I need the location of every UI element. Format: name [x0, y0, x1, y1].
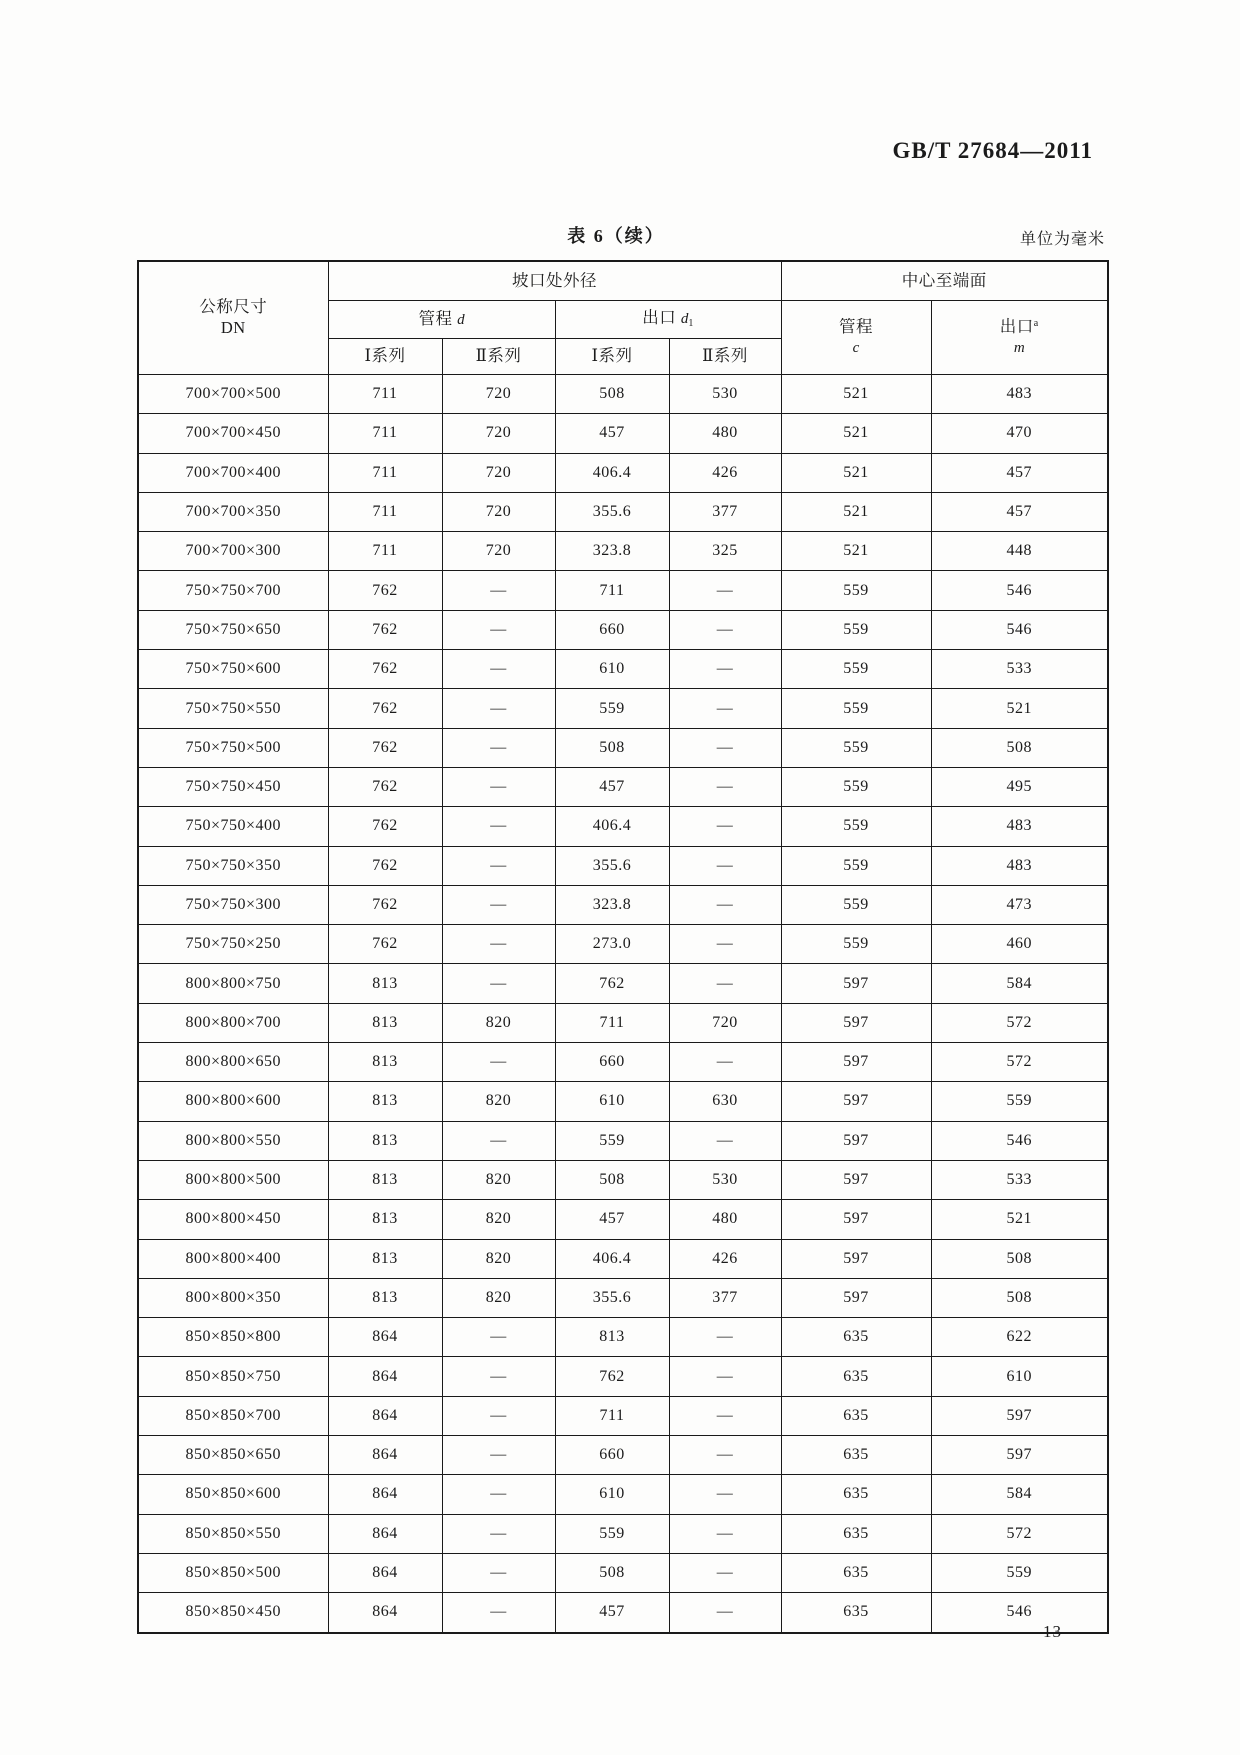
outlet-series1-cell: 355.6: [555, 492, 669, 531]
center-outlet-cell: 473: [931, 885, 1108, 924]
center-outlet-cell: 546: [931, 1593, 1108, 1633]
outlet-series2-cell: —: [669, 925, 781, 964]
center-outlet-cell: 559: [931, 1553, 1108, 1592]
outlet-series1-cell: 813: [555, 1318, 669, 1357]
table-body: [138, 375, 1108, 1633]
pipe-series2-cell: 720: [442, 453, 555, 492]
table-row: [138, 492, 1108, 531]
center-outlet-cell: 483: [931, 375, 1108, 414]
pipe-series1-cell: 762: [328, 767, 442, 806]
center-pipe-cell: 559: [781, 571, 931, 610]
pipe-series1-cell: 711: [328, 492, 442, 531]
pipe-series1-cell: 813: [328, 964, 442, 1003]
dn-cell: 800×800×600: [138, 1082, 328, 1121]
outlet-series1-cell: 323.8: [555, 885, 669, 924]
header-pipe-run-d: 管程 d: [328, 301, 555, 339]
pipe-series1-cell: 864: [328, 1396, 442, 1435]
table-row: [138, 453, 1108, 492]
dn-cell: 750×750×600: [138, 650, 328, 689]
table-row: [138, 1396, 1108, 1435]
center-pipe-cell: 559: [781, 728, 931, 767]
pipe-series2-cell: 820: [442, 1160, 555, 1199]
outlet-series1-cell: 457: [555, 767, 669, 806]
dn-cell: 850×850×600: [138, 1475, 328, 1514]
outlet-series2-cell: —: [669, 807, 781, 846]
unit-note: 单位为毫米: [1019, 231, 1105, 248]
table-row: [138, 1239, 1108, 1278]
outlet-series2-cell: —: [669, 689, 781, 728]
outlet-series2-cell: —: [669, 650, 781, 689]
dn-cell: 700×700×300: [138, 532, 328, 571]
table-row: [138, 1593, 1108, 1633]
pipe-series1-cell: 864: [328, 1436, 442, 1475]
dn-cell: 750×750×550: [138, 689, 328, 728]
header-outlet-d1: 出口 $d_1$: [555, 301, 781, 339]
outlet-series2-cell: 720: [669, 1003, 781, 1042]
dn-cell: 750×750×300: [138, 885, 328, 924]
table-row: [138, 1082, 1108, 1121]
outlet-series1-cell: 559: [555, 1121, 669, 1160]
pipe-series1-cell: 762: [328, 807, 442, 846]
center-outlet-cell: 508: [931, 1278, 1108, 1317]
center-pipe-cell: 597: [781, 1278, 931, 1317]
pipe-series1-cell: 813: [328, 1278, 442, 1317]
dn-cell: 850×850×650: [138, 1436, 328, 1475]
pipe-series1-cell: 762: [328, 689, 442, 728]
center-pipe-cell: 597: [781, 964, 931, 1003]
outlet-series1-cell: 559: [555, 1514, 669, 1553]
pipe-series2-cell: —: [442, 1396, 555, 1435]
table-row: [138, 1514, 1108, 1553]
center-pipe-cell: 635: [781, 1357, 931, 1396]
dn-cell: 850×850×750: [138, 1357, 328, 1396]
center-pipe-cell: 635: [781, 1553, 931, 1592]
dn-cell: 850×850×700: [138, 1396, 328, 1435]
center-outlet-cell: 572: [931, 1003, 1108, 1042]
dn-cell: 850×850×800: [138, 1318, 328, 1357]
center-pipe-cell: 597: [781, 1200, 931, 1239]
pipe-series1-cell: 813: [328, 1121, 442, 1160]
pipe-series2-cell: 820: [442, 1082, 555, 1121]
dn-cell: 750×750×400: [138, 807, 328, 846]
table-row: [138, 728, 1108, 767]
center-outlet-cell: 457: [931, 453, 1108, 492]
center-pipe-cell: 559: [781, 689, 931, 728]
center-pipe-cell: 521: [781, 532, 931, 571]
center-pipe-cell: 521: [781, 375, 931, 414]
center-outlet-cell: 546: [931, 610, 1108, 649]
header-series-2: Ⅱ系列: [442, 339, 555, 375]
header-series-1: Ⅰ系列: [328, 339, 442, 375]
table-row: [138, 767, 1108, 806]
dn-cell: 850×850×500: [138, 1553, 328, 1592]
header-nominal-size: 公称尺寸 DN: [138, 261, 328, 375]
pipe-series1-cell: 813: [328, 1160, 442, 1199]
table-row: [138, 571, 1108, 610]
outlet-series1-cell: 457: [555, 414, 669, 453]
outlet-series2-cell: —: [669, 767, 781, 806]
outlet-series1-cell: 355.6: [555, 846, 669, 885]
center-outlet-cell: 521: [931, 1200, 1108, 1239]
outlet-series1-cell: 711: [555, 1003, 669, 1042]
center-pipe-cell: 521: [781, 414, 931, 453]
table-row: [138, 1121, 1108, 1160]
outlet-series1-cell: 711: [555, 571, 669, 610]
outlet-series1-cell: 762: [555, 1357, 669, 1396]
outlet-series1-cell: 660: [555, 1436, 669, 1475]
header-series-3: Ⅰ系列: [555, 339, 669, 375]
dn-cell: 800×800×400: [138, 1239, 328, 1278]
pipe-series1-cell: 864: [328, 1593, 442, 1633]
outlet-series2-cell: 530: [669, 1160, 781, 1199]
center-outlet-cell: 597: [931, 1436, 1108, 1475]
outlet-series2-cell: —: [669, 1121, 781, 1160]
center-pipe-cell: 597: [781, 1043, 931, 1082]
outlet-series1-cell: 406.4: [555, 1239, 669, 1278]
outlet-series2-cell: 480: [669, 1200, 781, 1239]
center-pipe-cell: 635: [781, 1593, 931, 1633]
pipe-series2-cell: 820: [442, 1278, 555, 1317]
outlet-series1-cell: 711: [555, 1396, 669, 1435]
outlet-series2-cell: 377: [669, 492, 781, 531]
pipe-series2-cell: 720: [442, 492, 555, 531]
dn-cell: 800×800×700: [138, 1003, 328, 1042]
dimension-table: [137, 260, 1109, 1634]
pipe-series1-cell: 711: [328, 414, 442, 453]
center-pipe-cell: 635: [781, 1475, 931, 1514]
pipe-series1-cell: 864: [328, 1553, 442, 1592]
standard-number: GB/T 27684—2011: [892, 138, 1093, 163]
table-row: [138, 925, 1108, 964]
table-row: [138, 650, 1108, 689]
pipe-series1-cell: 711: [328, 453, 442, 492]
header-series-4: Ⅱ系列: [669, 339, 781, 375]
pipe-series2-cell: —: [442, 1121, 555, 1160]
outlet-series2-cell: 426: [669, 1239, 781, 1278]
outlet-series1-cell: 508: [555, 1553, 669, 1592]
outlet-series2-cell: —: [669, 885, 781, 924]
outlet-series2-cell: 377: [669, 1278, 781, 1317]
outlet-series2-cell: —: [669, 846, 781, 885]
table-row: [138, 1475, 1108, 1514]
outlet-series1-cell: 406.4: [555, 453, 669, 492]
outlet-series2-cell: —: [669, 1593, 781, 1633]
dn-cell: 800×800×500: [138, 1160, 328, 1199]
dn-cell: 750×750×450: [138, 767, 328, 806]
outlet-series2-cell: —: [669, 1475, 781, 1514]
pipe-series2-cell: —: [442, 885, 555, 924]
center-outlet-cell: 546: [931, 571, 1108, 610]
pipe-series2-cell: —: [442, 610, 555, 649]
table-row: [138, 1043, 1108, 1082]
outlet-series2-cell: —: [669, 610, 781, 649]
pipe-series1-cell: 864: [328, 1514, 442, 1553]
pipe-series1-cell: 813: [328, 1239, 442, 1278]
outlet-series1-cell: 457: [555, 1593, 669, 1633]
table-row: [138, 846, 1108, 885]
header-center-to-end: 中心至端面: [781, 261, 1108, 301]
center-outlet-cell: 533: [931, 1160, 1108, 1199]
center-pipe-cell: 521: [781, 453, 931, 492]
table-header: [138, 261, 1108, 375]
outlet-series2-cell: —: [669, 1043, 781, 1082]
header-center-outlet-m: 出口$^a$ m: [931, 301, 1108, 375]
dn-cell: 850×850×450: [138, 1593, 328, 1633]
pipe-series2-cell: —: [442, 767, 555, 806]
pipe-series2-cell: —: [442, 846, 555, 885]
table-row: [138, 1436, 1108, 1475]
table-row: [138, 1357, 1108, 1396]
pipe-series1-cell: 864: [328, 1475, 442, 1514]
dn-cell: 750×750×700: [138, 571, 328, 610]
pipe-series1-cell: 762: [328, 650, 442, 689]
outlet-series2-cell: —: [669, 1514, 781, 1553]
center-pipe-cell: 559: [781, 885, 931, 924]
center-outlet-cell: 610: [931, 1357, 1108, 1396]
header-bevel-od: 坡口处外径: [328, 261, 781, 301]
table-row: [138, 414, 1108, 453]
center-pipe-cell: 559: [781, 925, 931, 964]
table-row: [138, 1160, 1108, 1199]
center-pipe-cell: 635: [781, 1318, 931, 1357]
outlet-series2-cell: —: [669, 1396, 781, 1435]
outlet-series2-cell: —: [669, 571, 781, 610]
center-outlet-cell: 508: [931, 1239, 1108, 1278]
center-outlet-cell: 584: [931, 1475, 1108, 1514]
dn-cell: 750×750×350: [138, 846, 328, 885]
pipe-series1-cell: 762: [328, 728, 442, 767]
table-row: [138, 1553, 1108, 1592]
pipe-series2-cell: —: [442, 1514, 555, 1553]
center-outlet-cell: 597: [931, 1396, 1108, 1435]
pipe-series1-cell: 762: [328, 610, 442, 649]
pipe-series1-cell: 813: [328, 1003, 442, 1042]
center-pipe-cell: 559: [781, 846, 931, 885]
pipe-series1-cell: 711: [328, 532, 442, 571]
center-outlet-cell: 483: [931, 807, 1108, 846]
table-row: [138, 532, 1108, 571]
table-row: [138, 964, 1108, 1003]
center-pipe-cell: 597: [781, 1239, 931, 1278]
outlet-series1-cell: 559: [555, 689, 669, 728]
table-row: [138, 689, 1108, 728]
dn-cell: 700×700×450: [138, 414, 328, 453]
pipe-series2-cell: —: [442, 1318, 555, 1357]
outlet-series2-cell: 530: [669, 375, 781, 414]
center-pipe-cell: 635: [781, 1396, 931, 1435]
pipe-series2-cell: —: [442, 1357, 555, 1396]
center-pipe-cell: 635: [781, 1514, 931, 1553]
center-outlet-cell: 470: [931, 414, 1108, 453]
outlet-series1-cell: 508: [555, 375, 669, 414]
outlet-series2-cell: 480: [669, 414, 781, 453]
pipe-series2-cell: 820: [442, 1003, 555, 1042]
pipe-series2-cell: —: [442, 571, 555, 610]
pipe-series2-cell: —: [442, 1593, 555, 1633]
dn-cell: 750×750×500: [138, 728, 328, 767]
table-row: [138, 1318, 1108, 1357]
center-pipe-cell: 559: [781, 650, 931, 689]
pipe-series1-cell: 762: [328, 846, 442, 885]
outlet-series2-cell: —: [669, 728, 781, 767]
outlet-series2-cell: 426: [669, 453, 781, 492]
center-pipe-cell: 559: [781, 767, 931, 806]
pipe-series2-cell: —: [442, 1436, 555, 1475]
center-pipe-cell: 559: [781, 610, 931, 649]
table-row: [138, 1200, 1108, 1239]
dn-cell: 850×850×550: [138, 1514, 328, 1553]
pipe-series2-cell: 820: [442, 1200, 555, 1239]
page-number: 13: [1043, 1622, 1062, 1641]
pipe-series2-cell: —: [442, 728, 555, 767]
outlet-series2-cell: —: [669, 1553, 781, 1592]
outlet-series2-cell: —: [669, 1436, 781, 1475]
center-outlet-cell: 584: [931, 964, 1108, 1003]
pipe-series2-cell: 820: [442, 1239, 555, 1278]
table-row: [138, 375, 1108, 414]
pipe-series2-cell: —: [442, 807, 555, 846]
table-row: [138, 807, 1108, 846]
center-outlet-cell: 533: [931, 650, 1108, 689]
outlet-series1-cell: 610: [555, 1475, 669, 1514]
outlet-series1-cell: 355.6: [555, 1278, 669, 1317]
center-outlet-cell: 546: [931, 1121, 1108, 1160]
table-row: [138, 610, 1108, 649]
center-outlet-cell: 559: [931, 1082, 1108, 1121]
center-pipe-cell: 635: [781, 1436, 931, 1475]
pipe-series1-cell: 813: [328, 1082, 442, 1121]
pipe-series1-cell: 813: [328, 1043, 442, 1082]
pipe-series1-cell: 762: [328, 925, 442, 964]
dn-cell: 750×750×650: [138, 610, 328, 649]
outlet-series2-cell: 630: [669, 1082, 781, 1121]
outlet-series2-cell: 325: [669, 532, 781, 571]
pipe-series2-cell: —: [442, 689, 555, 728]
pipe-series2-cell: —: [442, 1475, 555, 1514]
pipe-series2-cell: —: [442, 925, 555, 964]
outlet-series2-cell: —: [669, 1318, 781, 1357]
center-outlet-cell: 460: [931, 925, 1108, 964]
dn-cell: 800×800×350: [138, 1278, 328, 1317]
outlet-series2-cell: —: [669, 964, 781, 1003]
outlet-series1-cell: 508: [555, 1160, 669, 1199]
pipe-series2-cell: —: [442, 1043, 555, 1082]
center-outlet-cell: 521: [931, 689, 1108, 728]
center-outlet-cell: 483: [931, 846, 1108, 885]
table-row: [138, 1278, 1108, 1317]
outlet-series1-cell: 610: [555, 650, 669, 689]
outlet-series1-cell: 762: [555, 964, 669, 1003]
center-pipe-cell: 597: [781, 1003, 931, 1042]
center-outlet-cell: 572: [931, 1514, 1108, 1553]
pipe-series2-cell: 720: [442, 414, 555, 453]
pipe-series1-cell: 711: [328, 375, 442, 414]
dn-cell: 800×800×750: [138, 964, 328, 1003]
center-pipe-cell: 597: [781, 1160, 931, 1199]
center-outlet-cell: 457: [931, 492, 1108, 531]
center-outlet-cell: 622: [931, 1318, 1108, 1357]
center-outlet-cell: 448: [931, 532, 1108, 571]
dn-cell: 800×800×550: [138, 1121, 328, 1160]
pipe-series2-cell: —: [442, 964, 555, 1003]
pipe-series1-cell: 813: [328, 1200, 442, 1239]
dn-cell: 700×700×350: [138, 492, 328, 531]
dn-cell: 800×800×650: [138, 1043, 328, 1082]
dn-cell: 800×800×450: [138, 1200, 328, 1239]
center-outlet-cell: 572: [931, 1043, 1108, 1082]
center-pipe-cell: 597: [781, 1121, 931, 1160]
pipe-series2-cell: —: [442, 1553, 555, 1592]
table-title: 表 6（续）: [567, 226, 665, 246]
center-pipe-cell: 521: [781, 492, 931, 531]
table-row: [138, 885, 1108, 924]
pipe-series1-cell: 762: [328, 571, 442, 610]
table-row: [138, 1003, 1108, 1042]
center-outlet-cell: 508: [931, 728, 1108, 767]
dn-cell: 700×700×500: [138, 375, 328, 414]
pipe-series2-cell: —: [442, 650, 555, 689]
pipe-series1-cell: 762: [328, 885, 442, 924]
center-pipe-cell: 559: [781, 807, 931, 846]
dn-cell: 700×700×400: [138, 453, 328, 492]
outlet-series1-cell: 406.4: [555, 807, 669, 846]
outlet-series1-cell: 660: [555, 1043, 669, 1082]
pipe-series2-cell: 720: [442, 532, 555, 571]
outlet-series1-cell: 273.0: [555, 925, 669, 964]
pipe-series1-cell: 864: [328, 1357, 442, 1396]
center-outlet-cell: 495: [931, 767, 1108, 806]
pipe-series1-cell: 864: [328, 1318, 442, 1357]
outlet-series1-cell: 508: [555, 728, 669, 767]
center-pipe-cell: 597: [781, 1082, 931, 1121]
outlet-series1-cell: 660: [555, 610, 669, 649]
outlet-series1-cell: 323.8: [555, 532, 669, 571]
dn-cell: 750×750×250: [138, 925, 328, 964]
outlet-series1-cell: 610: [555, 1082, 669, 1121]
outlet-series2-cell: —: [669, 1357, 781, 1396]
header-center-pipe-c: 管程 c: [781, 301, 931, 375]
outlet-series1-cell: 457: [555, 1200, 669, 1239]
pipe-series2-cell: 720: [442, 375, 555, 414]
